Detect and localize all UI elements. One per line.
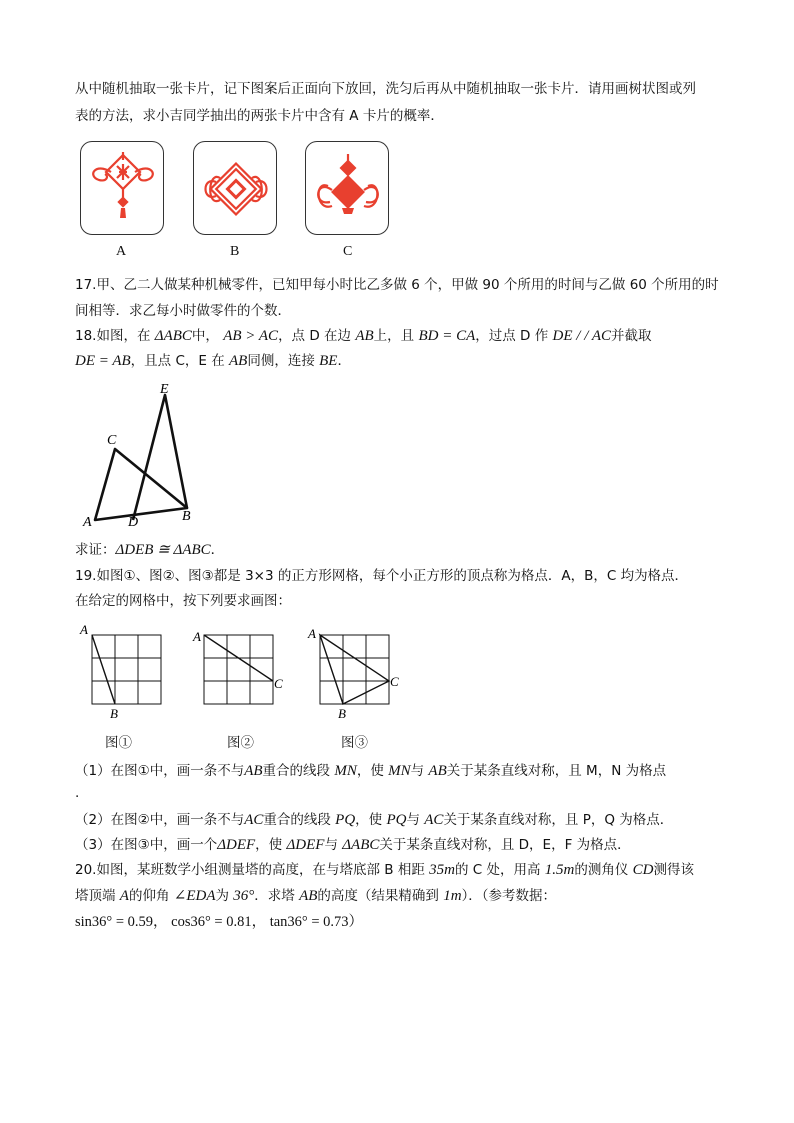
label-c: C [274,676,283,691]
chinese-knot-icon [81,142,165,236]
q20-math: 1.5m [544,862,575,878]
q20-text: 的测角仪 [574,862,629,878]
q20-math: 1m [443,888,462,904]
chinese-knot-icon [194,142,278,236]
card-a [80,141,164,235]
q18-math: AB > AC [223,328,279,344]
q20-math: ∠EDA [173,888,216,904]
q20-line-3: sin36° = 0.59， cos36° = 0.81， tan36° = 0.73） [75,914,364,930]
q19-text: 关于某条直线对称，且 P，Q 为格点． [443,812,674,828]
q19-math: PQ [386,812,407,828]
q19-text: 与 [324,837,338,853]
label-b: B [338,706,346,720]
q19-text: 关于某条直线对称，且 M，N 为格点 [446,763,667,779]
label-b: B [182,509,191,524]
label-d: D [128,515,139,530]
q18-prove [75,540,224,560]
q17-line-1: 17.甲、乙二人做某种机械零件，已知甲每小时比乙多做 6 个，甲做 90 个所用的时间与乙做 60 个所用的时 [75,277,719,293]
q19-text: （2）在图②中，画一条不与 [75,812,245,828]
card-label-c: C [343,244,353,259]
label-a: A [193,629,201,644]
q19-text: ，使 [356,763,384,779]
q19-sub-3 [75,835,631,855]
q20-text: 测得该 [653,862,695,878]
q18-text: 求证： [75,542,116,558]
q19-math: ΔABC [342,837,380,853]
label-a: A [83,515,92,530]
label-c: C [107,433,117,448]
q18-math: BD = CA [418,328,476,344]
q19-math: ΔDEF [217,837,256,853]
card-c [305,141,389,235]
label-c: C [390,674,399,689]
q19-line-2: 在给定的网格中，按下列要求画图： [75,593,291,609]
q20-math: 35m [429,862,455,878]
q18-line-1 [75,326,652,346]
grid-figure-3 [306,620,416,720]
q18-math: ΔABC [154,328,192,344]
q19-text: ，使 [255,837,283,853]
grid-figure-2 [190,620,300,720]
q20-math: AB [299,888,318,904]
q20-line-1 [75,860,694,880]
q18-text: ，点 D 在边 [278,328,352,344]
q20-text: 20.如图，某班数学小组测量塔的高度，在与塔底部 B 相距 [75,862,425,878]
q18-text: ． [210,542,225,558]
q18-text: ． [337,353,351,369]
q20-text: 的仰角 [128,888,170,904]
q19-sub-2 [75,810,673,830]
q18-math: BE [319,353,338,369]
q19-math: AB [244,763,263,779]
q19-text: 重合的线段 [263,812,331,828]
q20-text: ）．（参考数据： [461,888,557,904]
q19-math: AC [424,812,444,828]
q20-math: CD [632,862,654,878]
q18-math: AB [229,353,248,369]
q19-text: 重合的线段 [262,763,331,779]
q17-line-2: 间相等．求乙每小时做零件的个数． [75,303,291,319]
q19-math: AC [244,812,264,828]
q20-text: 为 [215,888,229,904]
q18-text: 并截取 [611,328,652,344]
q19-math: MN [334,763,357,779]
q18-line-2 [75,351,351,371]
card-b [193,141,277,235]
intro-line-2: 表的方法，求小吉同学抽出的两张卡片中含有 A 卡片的概率． [75,108,444,124]
label-a: A [80,622,88,637]
q20-text: 的 C 处，用高 [454,862,541,878]
q20-line-2 [75,886,556,906]
q18-math: ΔDEB ≅ ΔABC [115,542,211,558]
q18-text: ，且点 C，E 在 [130,353,225,369]
q19-text: （3）在图③中，画一个 [75,837,218,853]
card-label-a: A [116,244,127,259]
grid-caption-1: 图① [105,735,132,750]
grid-caption-2: 图② [227,735,254,750]
label-b: B [110,706,118,720]
q18-math: AB [355,328,374,344]
q18-text: 同侧，连接 [247,353,315,369]
q20-text: ．求塔 [254,888,295,904]
q19-text: 关于某条直线对称，且 D，E，F 为格点． [379,837,631,853]
q19-text: （1）在图①中，画一条不与 [75,763,245,779]
q18-math: DE / / AC [552,328,612,344]
q19-line-1: 19.如图①、图②、图③都是 3×3 的正方形网格，每个小正方形的顶点称为格点．A，B，C 均为格点． [75,568,689,584]
q20-text: 的高度（结果精确到 [317,888,439,904]
q20-math: 36° [233,888,255,904]
grid-figure-1 [74,620,174,720]
q19-text: 与 [410,763,425,779]
intro-line-1: 从中随机抽取一张卡片，记下图案后正面向下放回，洗匀后再从中随机抽取一张卡片．请用画树状图或列 [75,81,696,97]
q18-text: 中， [191,328,219,344]
q20-math: A [119,888,129,904]
q19-math: MN [388,763,411,779]
q18-math: DE = AB [75,353,131,369]
label-a: A [308,626,316,641]
q19-text: 与 [406,812,420,828]
q18-text: 上，且 [373,328,415,344]
q19-text: ，使 [355,812,383,828]
q18-text: ，过点 D 作 [475,328,549,344]
label-e: E [160,382,169,397]
q20-text: 塔顶端 [75,888,116,904]
q19-sub-1-end: . [75,785,80,801]
q18-text: 18.如图，在 [75,328,151,344]
q19-math: ΔDEF [286,837,325,853]
q19-sub-1 [75,761,666,781]
card-label-b: B [230,244,240,259]
triangle-figure [78,380,208,530]
grid-caption-3: 图③ [341,735,368,750]
q19-math: AB [428,763,447,779]
chinese-knot-icon [306,142,390,236]
q19-math: PQ [335,812,356,828]
